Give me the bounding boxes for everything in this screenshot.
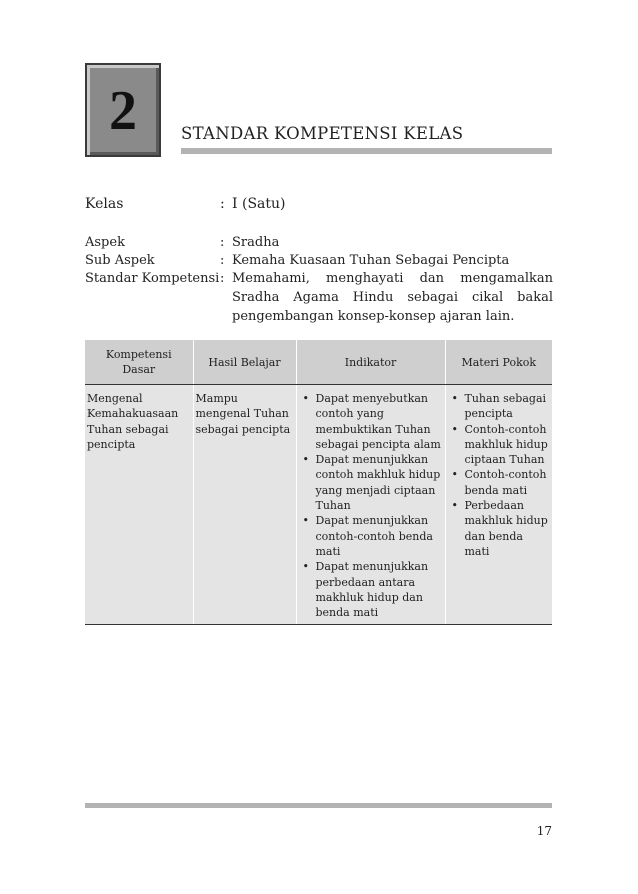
- chapter-number-box: [85, 63, 161, 157]
- header-hasil-belajar: Hasil Belajar: [193, 340, 296, 385]
- cell-hasil-belajar: Mampu mengenal Tuhan sebagai pencipta: [193, 385, 296, 625]
- cell-materi-pokok: [445, 385, 552, 625]
- list-item: • Contoh-contoh makhluk hidup ciptaan Tuhan: [448, 422, 551, 468]
- aspek-colon: :: [220, 235, 225, 250]
- standar-label: Standar Kompetensi: [85, 271, 220, 286]
- page-number: 17: [536, 824, 552, 838]
- aspek-value: Sradha: [232, 235, 280, 250]
- standar-colon: :: [220, 271, 225, 286]
- sub-aspek-label: Sub Aspek: [85, 253, 155, 268]
- list-item: • Dapat menyebutkan contoh yang membuktikan Tuhan sebagai pencipta alam: [299, 391, 443, 452]
- header-kompetensi-dasar: Kompetensi Dasar: [85, 340, 193, 385]
- kelas-label: Kelas: [85, 196, 124, 212]
- sub-aspek-value: Kemaha Kuasaan Tuhan Sebagai Pencipta: [232, 253, 510, 268]
- chapter-number: 2: [109, 80, 137, 142]
- title-divider: [181, 148, 552, 154]
- sub-aspek-colon: :: [220, 253, 225, 268]
- header-indikator: Indikator: [296, 340, 445, 385]
- list-item: • Perbedaan makhluk hidup dan benda mati: [448, 498, 551, 559]
- table-row: [85, 385, 552, 625]
- header-materi-pokok: Materi Pokok: [445, 340, 552, 385]
- table-header-row: [85, 340, 552, 385]
- list-item: • Contoh-contoh benda mati: [448, 467, 551, 498]
- competency-table: [85, 340, 552, 625]
- standar-value: Memahami, menghayati dan mengamalkan Sradha Agama Hindu sebagai cikal bakal pengembangan konsep-konsep ajaran lain.: [232, 271, 553, 324]
- list-item: • Dapat menunjukkan perbedaan antara makhluk hidup dan benda mati: [299, 559, 443, 620]
- indikator-list: [299, 391, 443, 620]
- kelas-value: I (Satu): [232, 196, 286, 212]
- list-item: • Dapat menunjukkan contoh makhluk hidup yang menjadi ciptaan Tuhan: [299, 452, 443, 513]
- kelas-colon: :: [220, 196, 225, 212]
- aspek-label: Aspek: [85, 235, 125, 250]
- materi-list: [448, 391, 551, 559]
- list-item: • Tuhan sebagai pencipta: [448, 391, 551, 422]
- cell-indikator: [296, 385, 445, 625]
- list-item: • Dapat menunjukkan contoh-contoh benda mati: [299, 513, 443, 559]
- cell-kompetensi-dasar: Mengenal Kemahakuasaan Tuhan sebagai pencipta: [85, 385, 193, 625]
- chapter-title: STANDAR KOMPETENSI KELAS: [181, 124, 464, 143]
- footer-divider: [85, 803, 552, 808]
